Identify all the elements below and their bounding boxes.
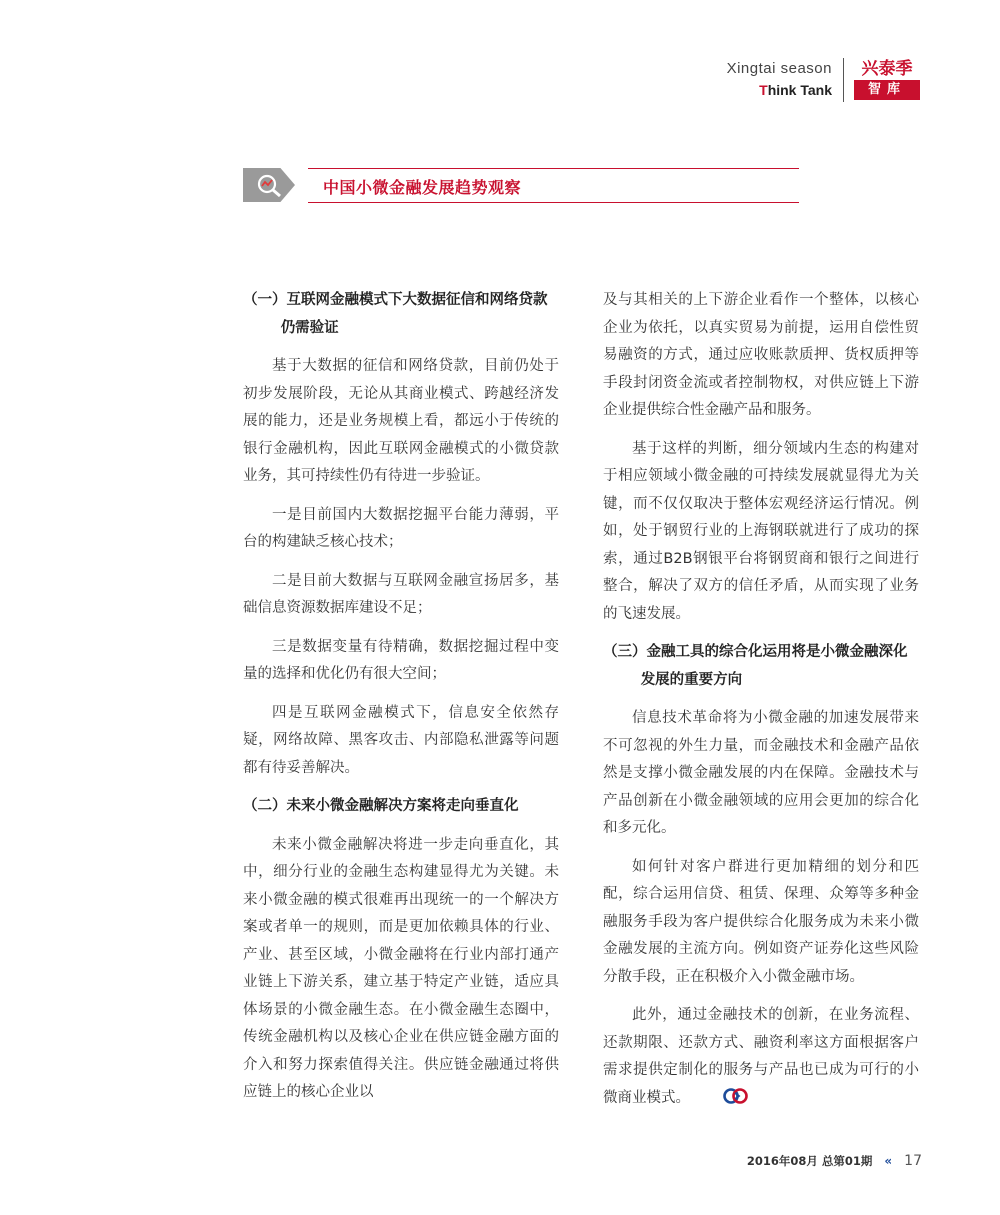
final-paragraph-text: 此外，通过金融技术的创新，在业务流程、还款期限、还款方式、融资利率这方面根据客户需求提供定制化的服务与产品也已成为可行的小微商业模式。 bbox=[603, 1007, 919, 1106]
section-rule-bottom bbox=[308, 202, 799, 203]
subheading-1: （一）互联网金融模式下大数据征信和网络贷款仍需验证 bbox=[243, 292, 548, 336]
paragraph-continued: 及与其相关的上下游企业看作一个整体，以核心企业为依托，以真实贸易为前提，运用自偿性贸易融资的方式，通过应收账款质押、货权质押等手段封闭资金流或者控制物权，对供应链上下游企业提供综合性金融产品和服务。 bbox=[603, 292, 919, 418]
paragraph: 一是目前国内大数据挖掘平台能力薄弱，平台的构建缺乏核心技术； bbox=[243, 506, 559, 550]
brand-english-bottom bbox=[759, 82, 832, 98]
subheading-3: （三）金融工具的综合化运用将是小微金融深化发展的重要方向 bbox=[603, 644, 908, 688]
brand-chinese-subtitle: 智库 bbox=[854, 80, 920, 100]
section-header bbox=[243, 160, 799, 208]
issue-date: 2016年08月 bbox=[746, 1154, 818, 1168]
paragraph-final bbox=[603, 1002, 919, 1112]
left-column bbox=[243, 287, 559, 1118]
magnifier-chart-icon bbox=[243, 168, 295, 202]
subheading-2: （二）未来小微金融解决方案将走向垂直化 bbox=[243, 798, 519, 814]
issue-number: 总第01期 bbox=[821, 1154, 873, 1168]
section-rule-top bbox=[308, 168, 799, 169]
paragraph: 四是互联网金融模式下，信息安全依然存疑，网络故障、黑客攻击、内部隐私泄露等问题都有待妥善解决。 bbox=[243, 704, 559, 776]
paragraph: 基于大数据的征信和网络贷款，目前仍处于初步发展阶段，无论从其商业模式、跨越经济发展的能力，还是业务规模上看，都远小于传统的银行金融机构，因此互联网金融模式的小微贷款业务，其可持续性仍有待进一步验证。 bbox=[243, 358, 559, 484]
paragraph: 基于这样的判断，细分领域内生态的构建对于相应领域小微金融的可持续发展就显得尤为关键，而不仅仅取决于整体宏观经济运行情况。例如，处于钢贸行业的上海钢联就进行了成功的探索，通过B2B钢银平台将钢贸商和银行之间进行整合，解决了双方的信任矛盾，从而实现了业务的飞速发展。 bbox=[603, 440, 919, 622]
brand-logo-chinese: 兴泰季 bbox=[861, 59, 913, 79]
paragraph: 如何针对客户群进行更加精细的划分和匹配，综合运用信贷、租赁、保理、众筹等多种金融服务手段为客户提供综合化服务成为未来小微金融发展的主流方向。例如资产证券化这些风险分散手段，正在积极介入小微金融市场。 bbox=[603, 858, 919, 985]
brand-english-rest: hink Tank bbox=[767, 82, 832, 98]
brand-divider bbox=[843, 58, 844, 102]
paragraph: 信息技术革命将为小微金融的加速发展带来不可忽视的外生力量，而金融技术和金融产品依然是支撑小微金融发展的内在保障。金融技术与产品创新在小微金融领域的应用会更加的综合化和多元化。 bbox=[603, 710, 919, 836]
page-number: 17 bbox=[904, 1153, 922, 1169]
masthead bbox=[660, 52, 920, 108]
end-mark-logo-icon bbox=[694, 1087, 720, 1105]
right-column bbox=[603, 287, 919, 1123]
brand-english-top: Xingtai season bbox=[726, 60, 832, 77]
page-footer bbox=[747, 1153, 922, 1169]
section-title: 中国小微金融发展趋势观察 bbox=[323, 178, 522, 197]
paragraph: 二是目前大数据与互联网金融宣扬居多，基础信息资源数据库建设不足； bbox=[243, 572, 559, 616]
brand-english-initial: T bbox=[759, 82, 768, 98]
paragraph: 未来小微金融解决将进一步走向垂直化，其中，细分行业的金融生态构建显得尤为关键。未来小微金融的模式很难再出现统一的一个解决方案或者单一的规则，而是更加依赖具体的行业、产业、甚至区域，小微金融将在行业内部打通产业链上下游关系，建立基于特定产业链，适应具体场景的小微金融生态。在小微金融生态圈中，传统金融机构以及核心企业在供应链金融方面的介入和努力探索值得关注。供应链金融通过将供应链上的核心企业以 bbox=[243, 836, 559, 1100]
double-arrow-icon: « bbox=[884, 1154, 893, 1168]
paragraph: 三是数据变量有待精确，数据挖掘过程中变量的选择和优化仍有很大空间； bbox=[243, 638, 559, 682]
